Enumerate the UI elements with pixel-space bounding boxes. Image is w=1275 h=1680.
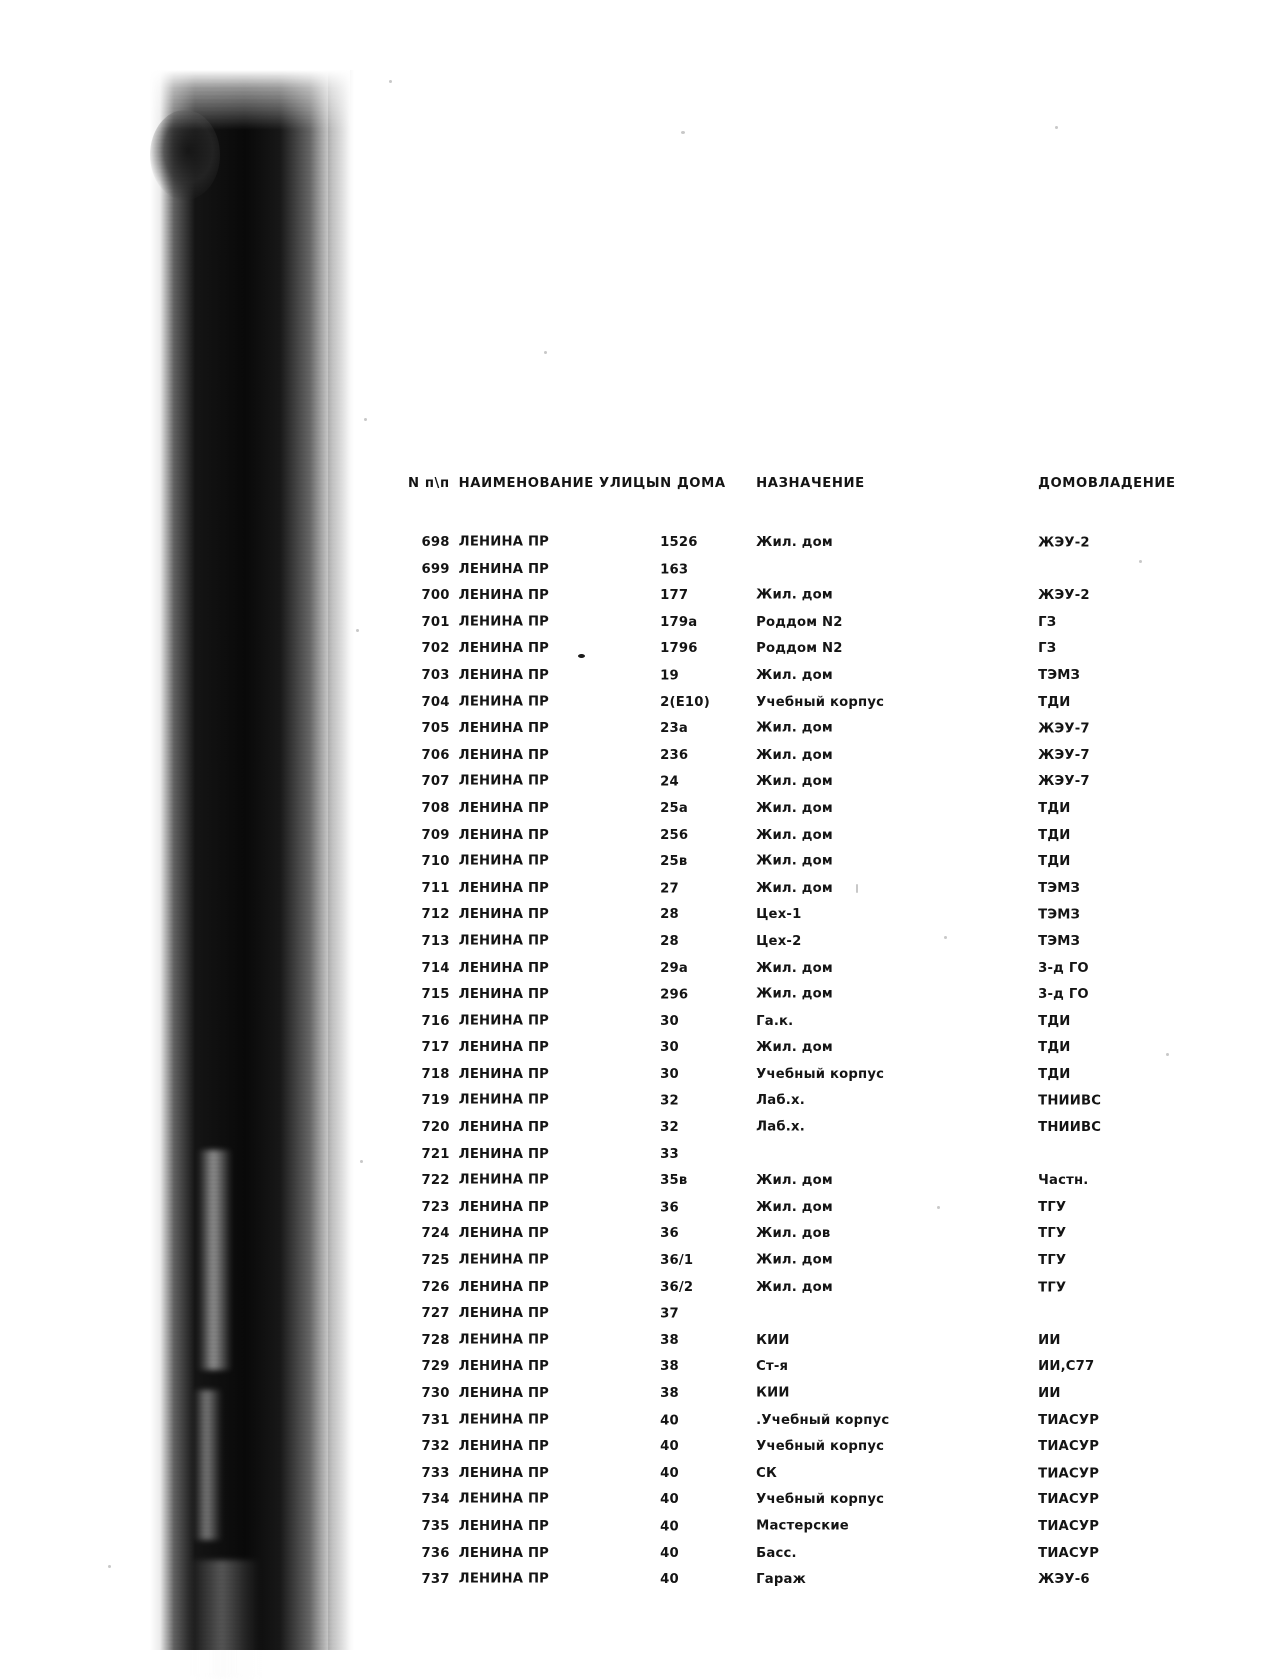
table-header-row (408, 476, 1208, 535)
cell-number: 710 (421, 854, 450, 870)
cell-house: 35в (660, 1173, 688, 1189)
cell-owner (1038, 562, 1208, 589)
cell-house: 1796 (660, 641, 698, 657)
cell-owner: ТГУ (1038, 1279, 1067, 1295)
cell-owner: ТИАСУР (1038, 1466, 1100, 1482)
cell-owner: ТЭМЗ (1038, 880, 1081, 896)
cell-owner: ТГУ (1038, 1199, 1067, 1215)
cell-purpose: Роддом N2 (756, 614, 843, 630)
cell-house: 33 (660, 1146, 679, 1162)
cell-street: ЛЕНИНА ПР (458, 1518, 550, 1534)
cell-owner: ЖЭУ-7 (1038, 747, 1090, 763)
cell-number: 705 (421, 721, 450, 737)
cell-purpose: Жил. дом (756, 1173, 833, 1189)
table-head (408, 476, 1208, 535)
cell-house: 38 (660, 1332, 679, 1348)
cell-number: 733 (421, 1465, 450, 1481)
cell-owner: ТГУ (1038, 1226, 1067, 1242)
cell-owner: ЖЭУ-2 (1038, 588, 1090, 604)
table-row (408, 1546, 1208, 1573)
cell-purpose: Жил. дом (756, 720, 833, 736)
cell-house: 25в (660, 854, 688, 870)
cell-owner: ТДИ (1038, 800, 1071, 816)
table-row (408, 721, 1208, 748)
cell-house: 236 (660, 747, 689, 763)
cell-owner: 3-д ГО (1038, 960, 1089, 976)
cell-house: 24 (660, 774, 679, 790)
cell-purpose: КИИ (756, 1385, 790, 1401)
cell-number: 734 (421, 1492, 450, 1508)
table-row (408, 695, 1208, 722)
cell-house: 30 (660, 1013, 679, 1029)
cell-street: ЛЕНИНА ПР (458, 1571, 550, 1587)
cell-purpose: Жил. дом (756, 960, 833, 976)
cell-owner: ГЗ (1038, 614, 1057, 630)
cell-purpose (756, 562, 1038, 589)
cell-street: ЛЕНИНА ПР (458, 1545, 550, 1561)
cell-number: 725 (421, 1253, 450, 1269)
cell-owner: ЖЭУ-6 (1038, 1572, 1090, 1588)
table-body (408, 535, 1208, 1599)
table-row (408, 1572, 1208, 1599)
cell-house: 296 (660, 987, 689, 1003)
cell-house: 1526 (660, 535, 698, 550)
cell-owner: ТЭМЗ (1038, 907, 1081, 923)
cell-street: ЛЕНИНА ПР (458, 960, 550, 976)
cell-street: ЛЕНИНА ПР (458, 1306, 550, 1322)
cell-number: 720 (421, 1120, 450, 1136)
cell-street: ЛЕНИНА ПР (458, 1093, 550, 1109)
cell-street: ЛЕНИНА ПР (458, 1491, 550, 1507)
cell-house: 30 (660, 1040, 679, 1056)
table-row (408, 1439, 1208, 1466)
cell-purpose: Жил. дом (756, 747, 833, 763)
cell-number: 730 (421, 1386, 450, 1401)
cell-number: 707 (421, 774, 450, 790)
cell-purpose: Ст-я (756, 1359, 789, 1375)
cell-number: 717 (421, 1040, 450, 1056)
cell-purpose: Учебный корпус (756, 1492, 885, 1508)
cell-street: ЛЕНИНА ПР (458, 641, 550, 657)
cell-owner (1038, 1147, 1208, 1174)
cell-house: 30 (660, 1066, 679, 1082)
cell-number: 719 (421, 1093, 450, 1109)
cell-purpose: Цех-2 (756, 933, 802, 949)
cell-owner: ТИАСУР (1038, 1439, 1100, 1455)
cell-number: 703 (421, 667, 450, 683)
table-row (408, 1253, 1208, 1280)
cell-house: 27 (660, 881, 679, 897)
cell-street: ЛЕНИНА ПР (458, 1226, 550, 1242)
table-row (408, 854, 1208, 881)
cell-owner (1038, 1306, 1208, 1333)
table-row (408, 1359, 1208, 1386)
cell-purpose: Жил. дом (756, 880, 833, 896)
cell-house: 40 (660, 1439, 679, 1455)
cell-house: 29а (660, 960, 688, 976)
cell-purpose: Жил. дом (756, 1279, 833, 1295)
cell-street: ЛЕНИНА ПР (458, 853, 550, 869)
table-row (408, 1386, 1208, 1413)
cell-street: ЛЕНИНА ПР (458, 1359, 550, 1375)
cell-house: 25а (660, 800, 688, 816)
column-header-owner: ДОМОВЛАДЕНИЕ (1038, 476, 1176, 491)
table-row (408, 1014, 1208, 1041)
cell-number: 724 (421, 1226, 450, 1242)
table-row (408, 535, 1208, 562)
cell-house: 32 (660, 1093, 679, 1109)
cell-number: 704 (421, 694, 450, 710)
cell-house: 40 (660, 1572, 679, 1588)
cell-street: ЛЕНИНА ПР (458, 747, 550, 763)
cell-street: ЛЕНИНА ПР (458, 1279, 550, 1295)
table-row (408, 1226, 1208, 1253)
cell-street: ЛЕНИНА ПР (458, 1252, 550, 1268)
table-row (408, 934, 1208, 961)
cell-number: 708 (421, 800, 450, 816)
cell-street: ЛЕНИНА ПР (458, 800, 550, 816)
cell-owner: ИИ (1038, 1332, 1061, 1348)
cell-number: 701 (421, 614, 450, 630)
cell-number: 706 (421, 747, 450, 763)
cell-owner: ТИАСУР (1038, 1412, 1100, 1428)
cell-street: ЛЕНИНА ПР (458, 933, 550, 949)
cell-number: 715 (421, 987, 450, 1003)
cell-street: ЛЕНИНА ПР (458, 1040, 550, 1056)
cell-street: ЛЕНИНА ПР (458, 987, 550, 1003)
table-row (408, 1492, 1208, 1519)
cell-purpose: КИИ (756, 1332, 790, 1348)
table-row (408, 1519, 1208, 1546)
cell-owner: ТДИ (1038, 854, 1071, 870)
cell-house: 36/1 (660, 1253, 694, 1269)
cell-purpose: Гараж (756, 1572, 806, 1588)
cell-house: 179а (660, 614, 698, 630)
cell-street: ЛЕНИНА ПР (458, 880, 550, 896)
cell-number: 721 (421, 1146, 450, 1162)
cell-owner: ТЭМЗ (1038, 933, 1081, 949)
cell-number: 702 (421, 641, 450, 657)
cell-owner: ЖЭУ-7 (1038, 721, 1090, 737)
cell-owner: ТИАСУР (1038, 1545, 1100, 1561)
cell-purpose: Мастерские (756, 1518, 849, 1534)
table-row (408, 615, 1208, 642)
table-row (408, 562, 1208, 589)
cell-number: 712 (421, 907, 450, 923)
cell-purpose: Жил. дом (756, 1252, 833, 1268)
cell-house: 23а (660, 721, 688, 737)
cell-purpose: Жил. дом (756, 535, 833, 550)
cell-number: 737 (421, 1572, 450, 1588)
cell-street: ЛЕНИНА ПР (458, 1013, 550, 1029)
cell-owner: ТНИИВС (1038, 1120, 1102, 1136)
table-row (408, 748, 1208, 775)
cell-owner: ЖЭУ-7 (1038, 774, 1090, 790)
cell-number: 731 (421, 1412, 450, 1428)
cell-street: ЛЕНИНА ПР (458, 721, 550, 737)
cell-street: ЛЕНИНА ПР (458, 907, 550, 923)
cell-number: 698 (421, 535, 450, 550)
cell-purpose: Учебный корпус (756, 1066, 885, 1082)
cell-house: 36/2 (660, 1279, 694, 1295)
table-row (408, 1200, 1208, 1227)
cell-purpose: .Учебный корпус (756, 1412, 890, 1428)
cell-house: 256 (660, 827, 689, 843)
cell-number: 732 (421, 1439, 450, 1455)
cell-number: 723 (421, 1199, 450, 1215)
cell-number: 699 (421, 561, 450, 577)
cell-number: 700 (421, 588, 450, 604)
cell-house: 32 (660, 1120, 679, 1136)
cell-street: ЛЕНИНА ПР (458, 1146, 550, 1162)
cell-number: 718 (421, 1066, 450, 1082)
cell-house: 36 (660, 1226, 679, 1242)
cell-house: 40 (660, 1492, 679, 1508)
cell-number: 711 (421, 880, 450, 896)
cell-purpose: Жил. дом (756, 587, 833, 603)
cell-owner: ТДИ (1038, 827, 1071, 843)
cell-purpose: Лаб.х. (756, 1119, 805, 1135)
table-row (408, 1173, 1208, 1200)
cell-street: ЛЕНИНА ПР (458, 1066, 550, 1082)
cell-owner: ТИАСУР (1038, 1518, 1100, 1534)
cell-street: ЛЕНИНА ПР (458, 694, 550, 710)
cell-owner: ТДИ (1038, 694, 1071, 710)
cell-street: ЛЕНИНА ПР (458, 1386, 550, 1401)
cell-purpose (756, 1147, 1038, 1174)
table-row (408, 961, 1208, 988)
cell-owner: Частн. (1038, 1173, 1089, 1189)
table-row (408, 1333, 1208, 1360)
cell-number: 728 (421, 1332, 450, 1348)
cell-number: 726 (421, 1279, 450, 1295)
cell-street: ЛЕНИНА ПР (458, 588, 550, 604)
building-register-table (408, 476, 1208, 1599)
cell-purpose: Жил. дом (756, 800, 833, 816)
cell-house: 2(Е10) (660, 694, 710, 710)
cell-street: ЛЕНИНА ПР (458, 614, 550, 630)
table-row (408, 1306, 1208, 1333)
cell-purpose: Цех-1 (756, 907, 802, 923)
cell-street: ЛЕНИНА ПР (458, 827, 550, 843)
cell-purpose: Лаб.х. (756, 1093, 805, 1109)
table-row (408, 641, 1208, 668)
cell-house: 163 (660, 561, 689, 577)
cell-purpose: Жил. дом (756, 827, 833, 843)
cell-street: ЛЕНИНА ПР (458, 1332, 550, 1348)
cell-purpose: СК (756, 1465, 777, 1481)
cell-house: 177 (660, 588, 689, 604)
cell-owner: ТДИ (1038, 1013, 1071, 1029)
cell-number: 722 (421, 1173, 450, 1189)
cell-street: ЛЕНИНА ПР (458, 534, 550, 550)
table-row (408, 1147, 1208, 1174)
cell-owner: ТЭМЗ (1038, 667, 1081, 683)
table-row (408, 828, 1208, 855)
cell-owner: ТИАСУР (1038, 1492, 1100, 1508)
table-row (408, 881, 1208, 908)
cell-street: ЛЕНИНА ПР (458, 1465, 550, 1481)
cell-purpose: Жил. дом (756, 1040, 833, 1056)
cell-house: 40 (660, 1465, 679, 1481)
table-row (408, 1120, 1208, 1147)
column-header-street: НАИМЕНОВАНИЕ УЛИЦЫ (458, 476, 661, 491)
cell-purpose: Роддом N2 (756, 641, 843, 657)
cell-street: ЛЕНИНА ПР (458, 667, 550, 683)
cell-number: 735 (421, 1518, 450, 1534)
table-row (408, 1040, 1208, 1067)
cell-number: 716 (421, 1013, 450, 1029)
cell-house: 38 (660, 1386, 679, 1401)
column-header-number: N п\п (408, 476, 450, 491)
cell-house: 36 (660, 1200, 679, 1216)
cell-purpose: Га.к. (756, 1013, 794, 1029)
cell-number: 713 (421, 933, 450, 949)
cell-house: 40 (660, 1545, 679, 1561)
cell-house: 28 (660, 907, 679, 923)
cell-owner: ТДИ (1038, 1066, 1071, 1082)
table-row (408, 1093, 1208, 1120)
cell-street: ЛЕНИНА ПР (458, 1439, 550, 1455)
cell-house: 28 (660, 933, 679, 949)
cell-number: 727 (421, 1306, 450, 1322)
cell-number: 736 (421, 1545, 450, 1561)
cell-owner: ИИ (1038, 1386, 1061, 1401)
cell-street: ЛЕНИНА ПР (458, 1120, 550, 1136)
table-row (408, 588, 1208, 615)
cell-purpose: Жил. дом (756, 853, 833, 869)
cell-owner: ТГУ (1038, 1253, 1067, 1269)
cell-purpose: Жил. дов (756, 1226, 831, 1242)
cell-owner: ТДИ (1038, 1040, 1071, 1056)
cell-house: 40 (660, 1412, 679, 1428)
cell-owner: ИИ,С77 (1038, 1359, 1095, 1375)
table-row (408, 801, 1208, 828)
cell-purpose: Жил. дом (756, 986, 833, 1002)
cell-house: 40 (660, 1519, 679, 1535)
table-row (408, 987, 1208, 1014)
cell-purpose (756, 1306, 1038, 1333)
cell-owner: ГЗ (1038, 641, 1057, 657)
cell-house: 38 (660, 1359, 679, 1375)
cell-number: 714 (421, 960, 450, 976)
cell-owner: ЖЭУ-2 (1038, 535, 1090, 551)
cell-purpose: Басс. (756, 1545, 797, 1561)
table-row (408, 1067, 1208, 1094)
column-header-house: N ДОМА (660, 476, 726, 491)
cell-street: ЛЕНИНА ПР (458, 1199, 550, 1215)
table-row (408, 1466, 1208, 1493)
cell-street: ЛЕНИНА ПР (458, 1412, 550, 1428)
cell-house: 19 (660, 668, 679, 684)
cell-purpose: Жил. дом (756, 774, 833, 790)
cell-purpose: Жил. дом (756, 1199, 833, 1215)
table-row (408, 1280, 1208, 1307)
column-header-purpose: НАЗНАЧЕНИЕ (756, 476, 865, 491)
cell-owner: 3-д ГО (1038, 987, 1089, 1003)
cell-purpose: Учебный корпус (756, 1439, 885, 1455)
cell-number: 729 (421, 1359, 450, 1375)
cell-purpose: Учебный корпус (756, 694, 885, 710)
table-row (408, 668, 1208, 695)
cell-purpose: Жил. дом (756, 667, 833, 683)
cell-owner: ТНИИВС (1038, 1093, 1102, 1109)
table-row (408, 1413, 1208, 1440)
cell-street: ЛЕНИНА ПР (458, 773, 550, 789)
cell-house: 37 (660, 1306, 679, 1322)
cell-number: 709 (421, 827, 450, 843)
table-row (408, 774, 1208, 801)
cell-street: ЛЕНИНА ПР (458, 561, 550, 577)
cell-street: ЛЕНИНА ПР (458, 1172, 550, 1188)
table-row (408, 907, 1208, 934)
